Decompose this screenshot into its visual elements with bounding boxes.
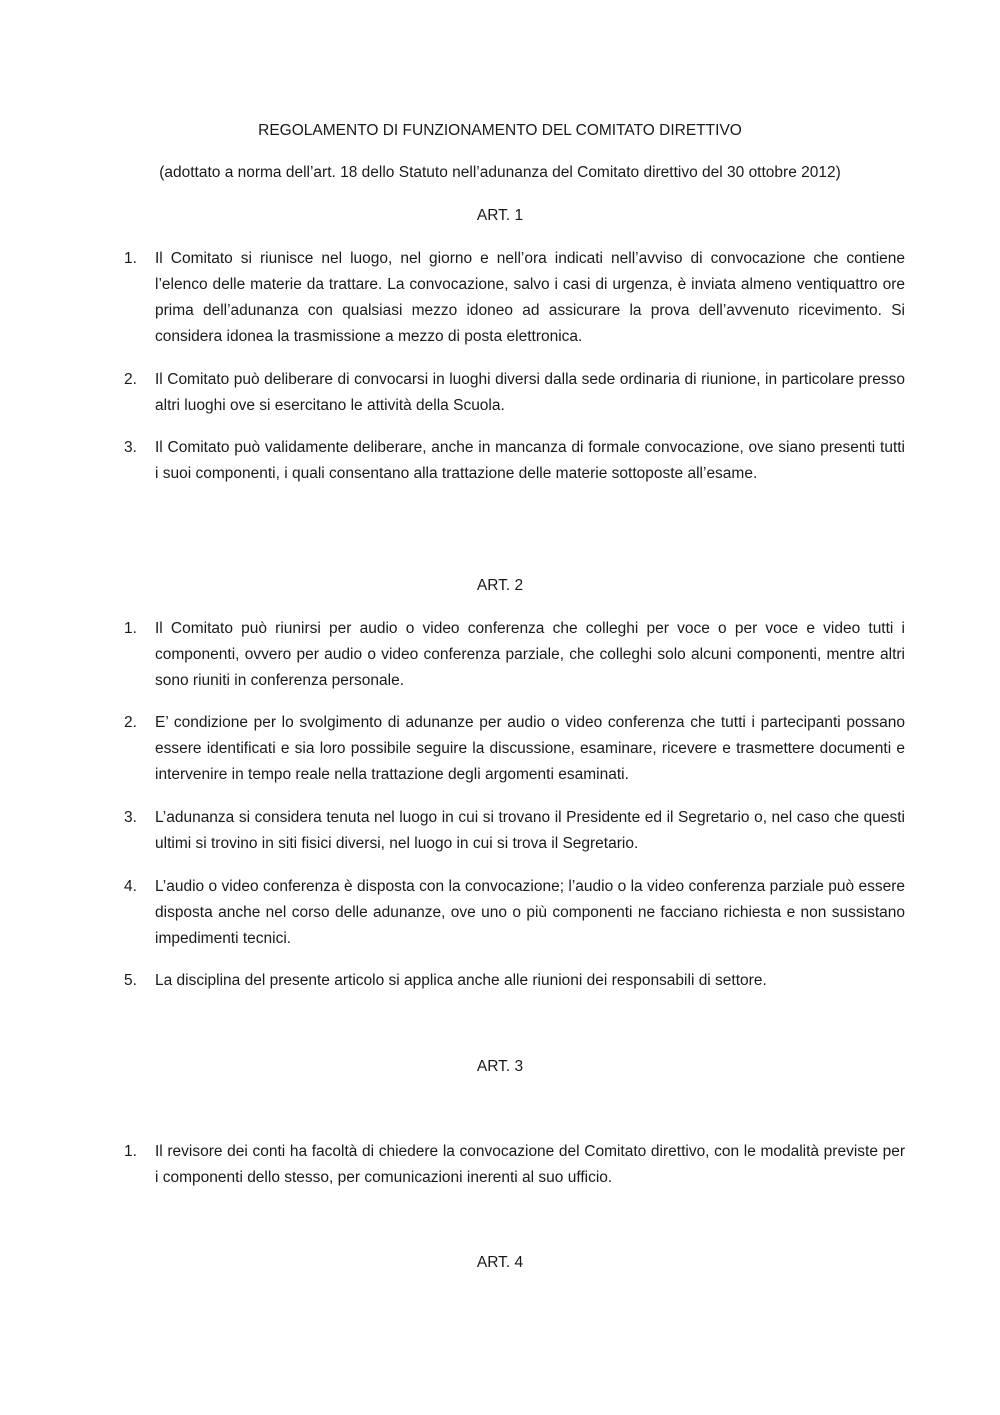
item-number: 1. [124,1143,137,1160]
list-item [124,616,905,694]
list-item [124,710,905,788]
list-item [124,367,905,419]
list-item [124,435,905,487]
item-number: 2. [124,371,137,388]
document-subtitle: (adottato a norma dell’art. 18 dello Statuto nell’adunanza del Comitato direttivo del 30 ottobre 2012) [159,164,841,181]
item-text: Il Comitato si riunisce nel luogo, nel giorno e nell’ora indicati nell’avviso di convocazione che contiene l’elenco delle materie da trattare. La convocazione, salvo i casi di urgenza, è inviata almeno ventiquattro ore prima dell’adunanza con qualsiasi mezzo idoneo ad assicurare la prova dell’avvenuto ricevimento. Si considera idonea la trasmissione a mezzo di posta elettronica. [155,250,905,345]
item-text: Il Comitato può deliberare di convocarsi in luoghi diversi dalla sede ordinaria di riunione, in particolare presso altri luoghi ove si esercitano le attività della Scuola. [155,371,905,414]
item-text: Il revisore dei conti ha facoltà di chiedere la convocazione del Comitato direttivo, con le modalità previste per i componenti dello stesso, per comunicazioni inerenti al suo ufficio. [155,1143,905,1186]
item-number: 4. [124,878,137,895]
item-text: Il Comitato può validamente deliberare, anche in mancanza di formale convocazione, ove siano presenti tutti i suoi componenti, i quali consentano alla trattazione delle materie sottoposte all’esame. [155,439,905,482]
item-number: 3. [124,809,137,826]
article-heading: ART. 2 [476,577,524,594]
item-text: L’adunanza si considera tenuta nel luogo in cui si trovano il Presidente ed il Segretario o, nel caso che questi ultimi si trovino in siti fisici diversi, nel luogo in cui si trova il Segretario. [155,809,905,852]
list-item [124,805,905,857]
item-number: 2. [124,714,137,731]
list-item [124,246,905,350]
list-item [124,1139,905,1191]
item-text: La disciplina del presente articolo si applica anche alle riunioni dei responsabili di settore. [155,972,767,989]
list-item [124,874,905,952]
document-title: REGOLAMENTO DI FUNZIONAMENTO DEL COMITATO DIRETTIVO [258,122,742,139]
article-heading: ART. 3 [476,1058,524,1075]
item-text: L’audio o video conferenza è disposta con la convocazione; l’audio o la video conferenza parziale può essere disposta anche nel corso delle adunanze, ove uno o più componenti ne facciano richiesta e non sussistano impedimenti tecnici. [155,878,905,947]
item-number: 5. [124,972,137,989]
item-text: Il Comitato può riunirsi per audio o video conferenza che colleghi per voce o per voce e video tutti i componenti, ovvero per audio o video conferenza parziale, che colleghi solo alcuni componenti, mentre altri sono riuniti in conferenza personale. [155,620,905,689]
list-item [124,968,905,994]
item-number: 3. [124,439,137,456]
item-text: E’ condizione per lo svolgimento di adunanze per audio o video conferenza che tutti i partecipanti possano essere identificati e sia loro possibile seguire la discussione, esaminare, ricevere e trasmettere documenti e intervenire in tempo reale nella trattazione degli argomenti esaminati. [155,714,905,783]
article-heading: ART. 1 [476,207,524,224]
item-number: 1. [124,250,137,267]
item-number: 1. [124,620,137,637]
article-heading: ART. 4 [476,1254,524,1271]
